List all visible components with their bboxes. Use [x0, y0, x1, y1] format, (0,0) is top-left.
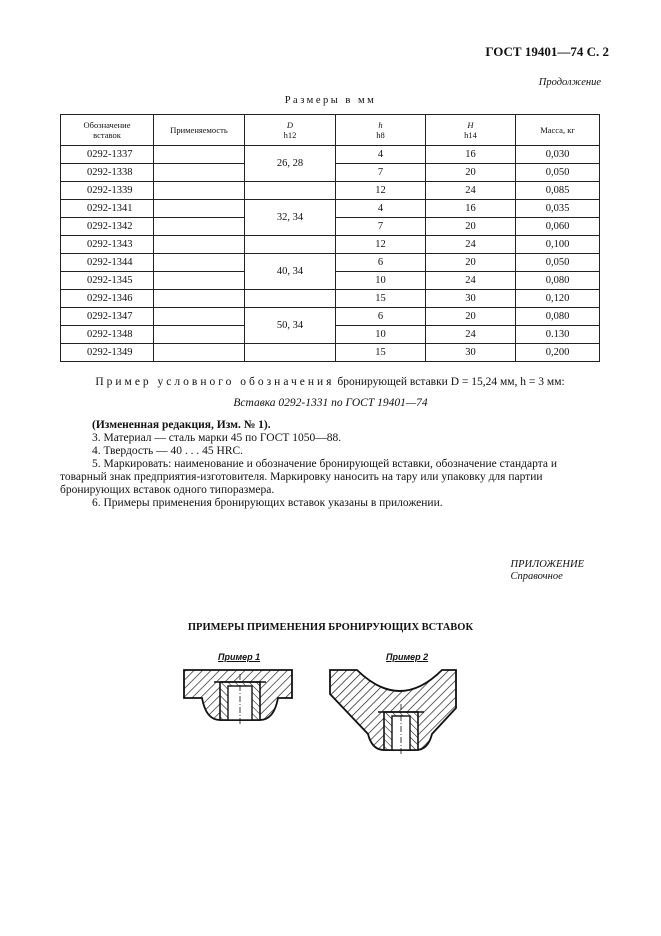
examples-drawing	[170, 660, 460, 780]
appendix-subtitle: Справочное	[510, 571, 563, 582]
revision-note: (Измененная редакция, Изм. № 1).	[92, 419, 271, 431]
col-h: h h8	[336, 115, 426, 146]
col-mass: Масса, кг	[516, 115, 600, 146]
col-D: D h12	[245, 115, 336, 146]
col-designation: Обозначение вставок	[61, 115, 154, 146]
item-5: 5. Маркировать: наименование и обозначение бронирующей вставки, обозначение стандарта и товарный знак предприятия-изготовителя. Маркировку наносить на тару или упаковку для партии бронирующих вставок одного типоразмера.	[60, 458, 558, 496]
appendix-title: ПРИЛОЖЕНИЕ	[510, 559, 584, 570]
table-row: 0292-1342 7 20 0,060	[61, 218, 600, 236]
table-row: 0292-1346 15 30 0,120	[61, 290, 600, 308]
item-6: 6. Примеры применения бронирующих вставок указаны в приложении.	[92, 497, 443, 509]
dimensions-caption: Размеры в мм	[284, 95, 377, 106]
table-row: 0292-1347 50, 34 6 20 0,080	[61, 308, 600, 326]
item-3: 3. Материал — сталь марки 45 по ГОСТ 1050—88.	[92, 432, 342, 444]
table-header-row	[61, 115, 600, 146]
figure-label-2: Пример 2	[386, 652, 429, 662]
col-application: Применяемость	[154, 115, 245, 146]
example-designation: Вставка 0292-1331 по ГОСТ 19401—74	[233, 397, 428, 409]
d-cell: 32, 34	[245, 200, 336, 236]
table-row: 0292-1348 10 24 0.130	[61, 326, 600, 344]
item-4: 4. Твердость — 40 . . . 45 HRC.	[92, 445, 244, 457]
table-row: 0292-1341 32, 34 4 16 0,035	[61, 200, 600, 218]
col-H: H h14	[426, 115, 516, 146]
table-row: 0292-1345 10 24 0,080	[61, 272, 600, 290]
d-cell: 26, 28	[245, 146, 336, 182]
continuation-label: Продолжение	[538, 77, 601, 88]
d-cell: 40, 34	[245, 254, 336, 290]
example-2-drawing	[330, 670, 456, 756]
figure-label-1: Пример 1	[218, 652, 261, 662]
table-row: 0292-1337 26, 28 4 16 0,030	[61, 146, 600, 164]
notes-block	[60, 419, 600, 510]
appendix-label	[511, 559, 585, 583]
inserts-table	[60, 114, 600, 362]
table-row: 0292-1344 40, 34 6 20 0,050	[61, 254, 600, 272]
section-title: ПРИМЕРЫ ПРИМЕНЕНИЯ БРОНИРУЮЩИХ ВСТАВОК	[187, 622, 474, 633]
example-1-drawing	[184, 670, 292, 724]
page-header: ГОСТ 19401—74 С. 2	[485, 44, 609, 59]
example-line: Пример условного обозначения бронирующей вставки D = 15,24 мм, h = 3 мм:	[95, 376, 565, 388]
table-row: 0292-1338 7 20 0,050	[61, 164, 600, 182]
d-cell: 50, 34	[245, 308, 336, 344]
table-row: 0292-1349 15 30 0,200	[61, 344, 600, 362]
table-row: 0292-1339 12 24 0,085	[61, 182, 600, 200]
table-row: 0292-1343 12 24 0,100	[61, 236, 600, 254]
